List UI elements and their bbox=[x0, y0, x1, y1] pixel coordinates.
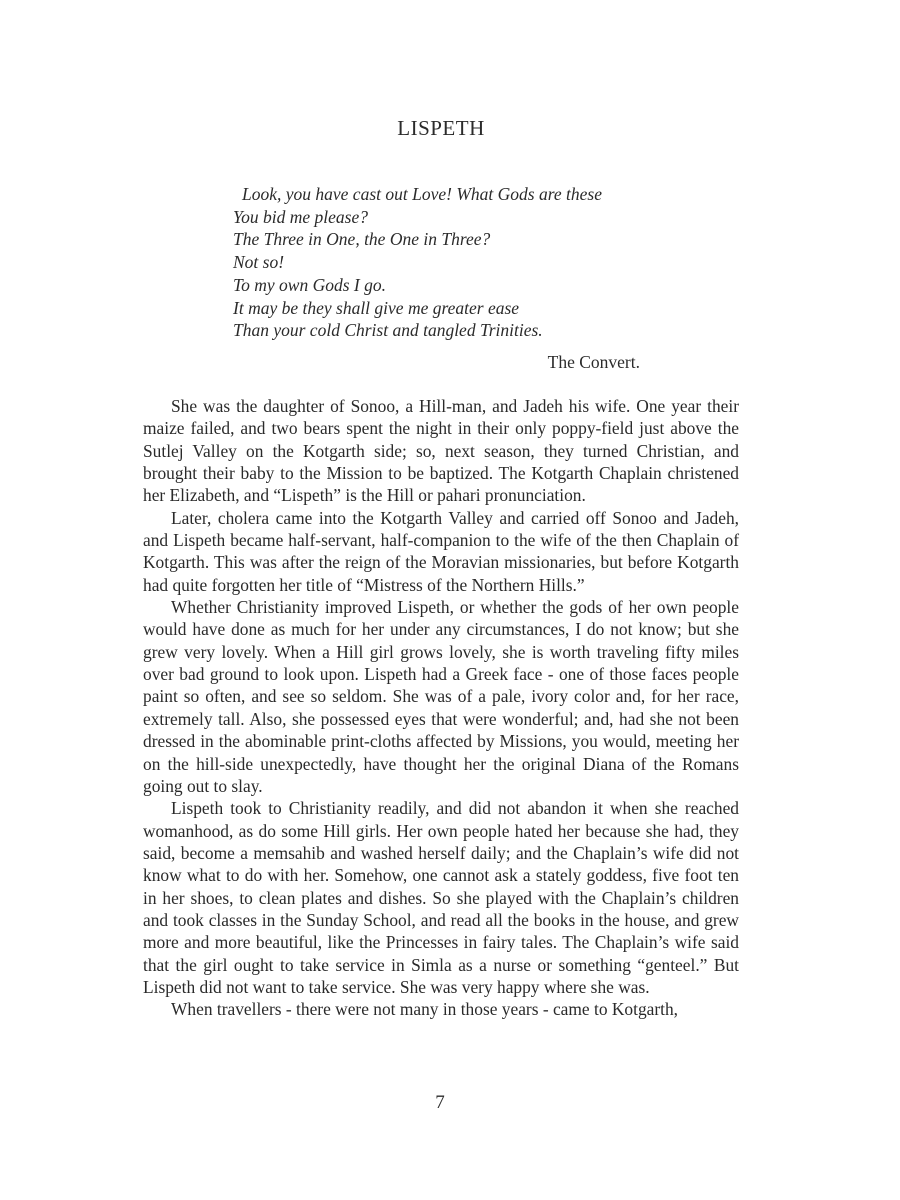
paragraph: When travellers - there were not many in those years - came to Kotgarth, bbox=[171, 999, 679, 1020]
epigraph-line: Than your cold Christ and tangled Trinities. bbox=[233, 320, 543, 341]
page-number: 7 bbox=[435, 1092, 445, 1113]
paragraph: Whether Christianity improved Lispeth, or whether the gods of her own people would have done as much for her under any circumstances, I do not know; but she grew very lovely. When a Hill girl grows lovely, she is worth traveling fifty miles over bad ground to look upon. Lispeth had a Greek face - one of those faces people paint so often, and see so seldom. She was of a pale, ivory color and, for her race, extremely tall. Also, she possessed eyes that were wonderful; and, had she not been dressed in the abominable print-cloths affected by Missions, you would, meeting her on the hill-side unexpectedly, have thought her the original Diana of the Romans going out to slay. bbox=[143, 597, 739, 796]
epigraph-attribution: The Convert. bbox=[547, 352, 640, 372]
epigraph-line: It may be they shall give me greater ease bbox=[233, 297, 520, 318]
epigraph-line: You bid me please? bbox=[233, 206, 368, 227]
body-text bbox=[143, 395, 739, 1021]
chapter-title: LISPETH bbox=[397, 116, 485, 140]
epigraph bbox=[233, 183, 653, 342]
epigraph-line: Not so! bbox=[233, 252, 285, 273]
epigraph-line: Look, you have cast out Love! What Gods are these bbox=[242, 184, 602, 204]
epigraph-line: The Three in One, the One in Three? bbox=[233, 229, 491, 250]
epigraph-line: To my own Gods I go. bbox=[233, 274, 386, 295]
paragraph: Later, cholera came into the Kotgarth Valley and carried off Sonoo and Jadeh, and Lispeth became half-servant, half-companion to the wife of the then Chaplain of Kotgarth. This was after the reign of the Moravian missionaries, but before Kotgarth had quite forgotten her title of “Mistress of the Northern Hills.” bbox=[143, 507, 739, 595]
paragraph: She was the daughter of Sonoo, a Hill-man, and Jadeh his wife. One year their maize failed, and two bears spent the night in their only poppy-field just above the Sutlej Valley on the Kotgarth side; so, next season, they turned Christian, and brought their baby to the Mission to be baptized. The Kotgarth Chaplain christened her Elizabeth, and “Lispeth” is the Hill or pahari pronunciation. bbox=[143, 396, 739, 506]
paragraph: Lispeth took to Christianity readily, and did not abandon it when she reached womanhood, as do some Hill girls. Her own people hated her because she had, they said, become a memsahib and washed herself daily; and the Chaplain’s wife did not know what to do with her. Somehow, one cannot ask a stately goddess, five foot ten in her shoes, to clean plates and dishes. So she played with the Chaplain’s children and took classes in the Sunday School, and read all the books in the house, and grew more and more beautiful, like the Princesses in fairy tales. The Chaplain’s wife said that the girl ought to take service in Simla as a nurse or something “genteel.” But Lispeth did not want to take service. She was very happy where she was. bbox=[143, 798, 739, 997]
